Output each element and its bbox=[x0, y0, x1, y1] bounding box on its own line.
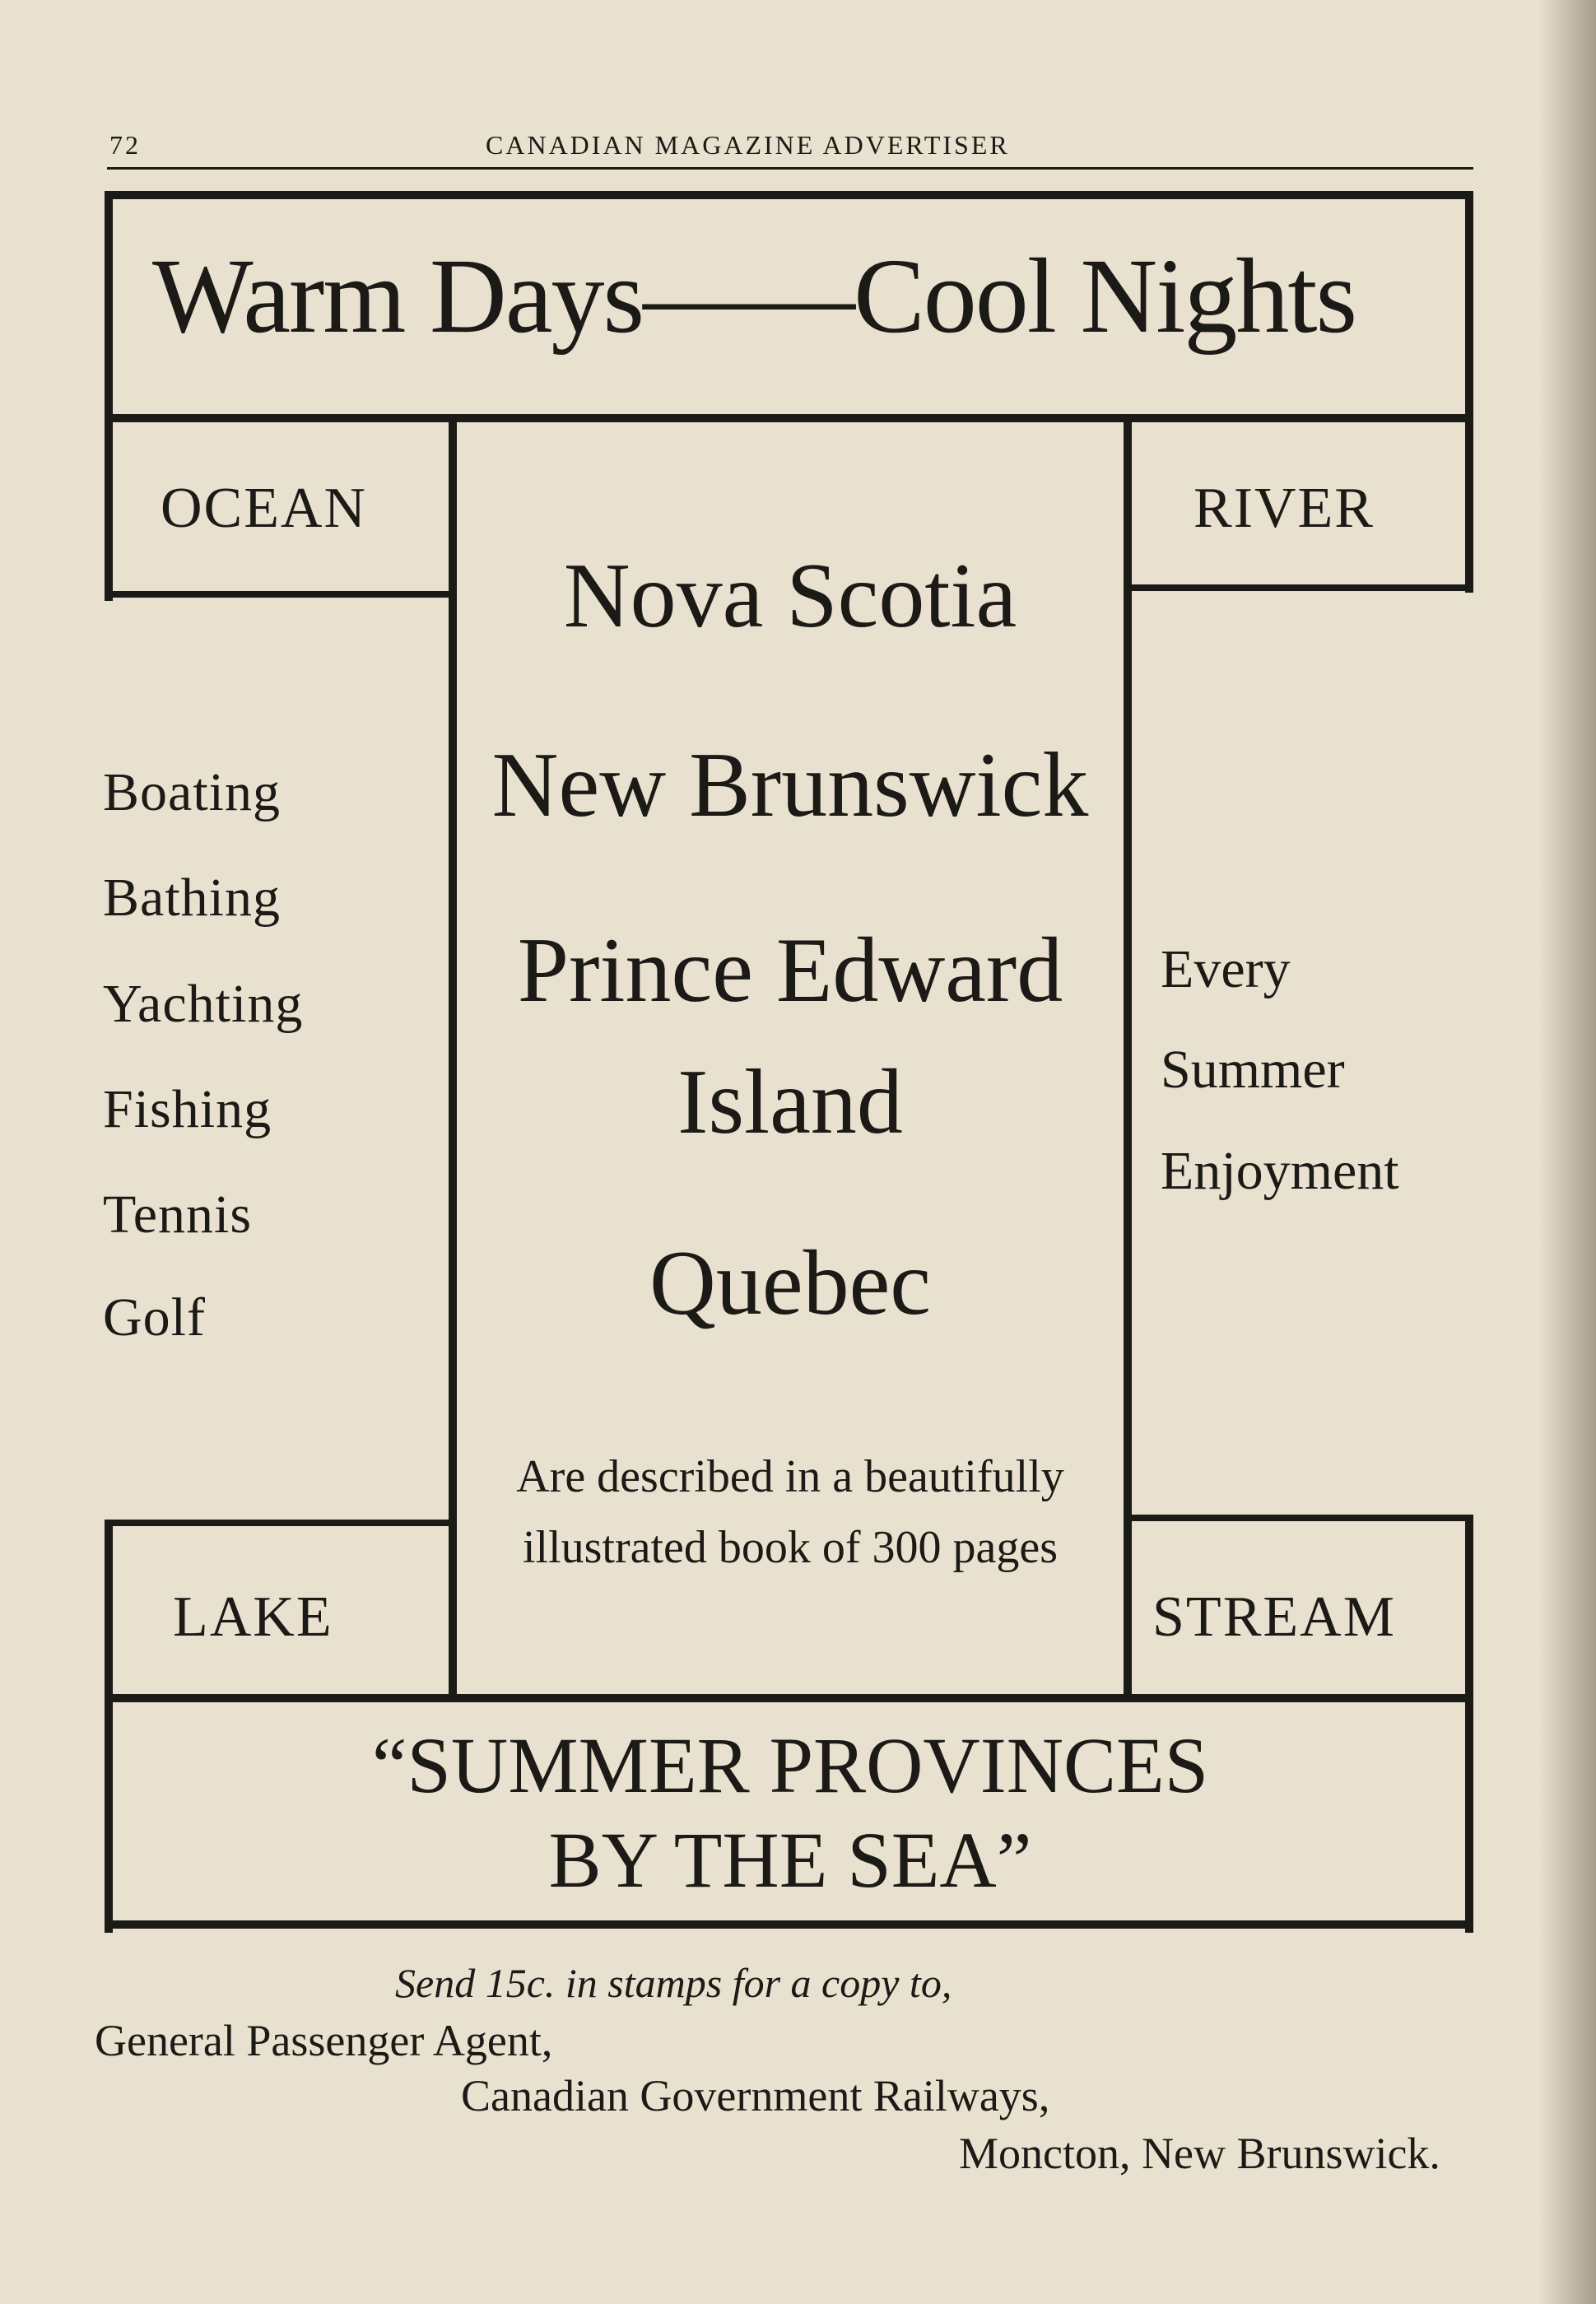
river-box-bottom bbox=[1132, 584, 1473, 591]
frame-bottom-border bbox=[105, 1920, 1473, 1929]
book-title-line: BY THE SEA” bbox=[548, 1816, 1032, 1904]
activity-item: Fishing bbox=[103, 1079, 272, 1139]
activity-item: Boating bbox=[103, 762, 281, 822]
activity-item: Tennis bbox=[103, 1185, 253, 1245]
frame-top-border bbox=[107, 191, 1473, 199]
frame-right-border-upper bbox=[1465, 191, 1473, 593]
tagline-word: Summer bbox=[1161, 1040, 1345, 1100]
province-name: Nova Scotia bbox=[563, 545, 1017, 647]
order-instruction: Send 15c. in stamps for a copy to, bbox=[395, 1960, 952, 2006]
lake-box-top bbox=[105, 1520, 449, 1526]
stream-box-top bbox=[1132, 1515, 1473, 1521]
running-title: CANADIAN MAGAZINE ADVERTISER bbox=[486, 130, 1010, 160]
book-title-line: “SUMMER PROVINCES bbox=[371, 1721, 1209, 1809]
tagline-word: Every bbox=[1161, 939, 1291, 999]
book-title-top-border bbox=[107, 1694, 1473, 1702]
province-name: New Brunswick bbox=[491, 734, 1089, 836]
frame-right-border-lower bbox=[1465, 1515, 1473, 1933]
activity-item: Golf bbox=[103, 1287, 206, 1347]
description-line: illustrated book of 300 pages bbox=[522, 1522, 1059, 1573]
ocean-box-bottom bbox=[113, 591, 449, 598]
corner-label-river: RIVER bbox=[1194, 477, 1375, 540]
corner-label-stream: STREAM bbox=[1152, 1585, 1396, 1649]
headline-underline bbox=[107, 414, 1473, 422]
frame-left-border-lower bbox=[105, 1520, 113, 1933]
tagline-word: Enjoyment bbox=[1161, 1141, 1399, 1201]
frame-left-border-upper bbox=[105, 191, 113, 601]
activity-item: Bathing bbox=[103, 868, 281, 928]
ad-headline: Warm Days——Cool Nights bbox=[152, 237, 1356, 356]
address-line: Canadian Government Railways, bbox=[461, 2071, 1050, 2120]
page-gutter-shadow bbox=[1538, 0, 1596, 2304]
province-name: Island bbox=[677, 1051, 903, 1153]
address-line: Moncton, New Brunswick. bbox=[959, 2129, 1440, 2178]
activity-item: Yachting bbox=[103, 974, 304, 1034]
corner-label-ocean: OCEAN bbox=[161, 477, 368, 540]
description-line: Are described in a beautifully bbox=[516, 1451, 1064, 1502]
page-number: 72 bbox=[109, 130, 141, 160]
header-rule bbox=[107, 167, 1473, 170]
corner-label-lake: LAKE bbox=[173, 1585, 333, 1649]
province-name: Quebec bbox=[649, 1232, 931, 1334]
address-line: General Passenger Agent, bbox=[95, 2016, 553, 2065]
province-name: Prince Edward bbox=[517, 919, 1063, 1022]
